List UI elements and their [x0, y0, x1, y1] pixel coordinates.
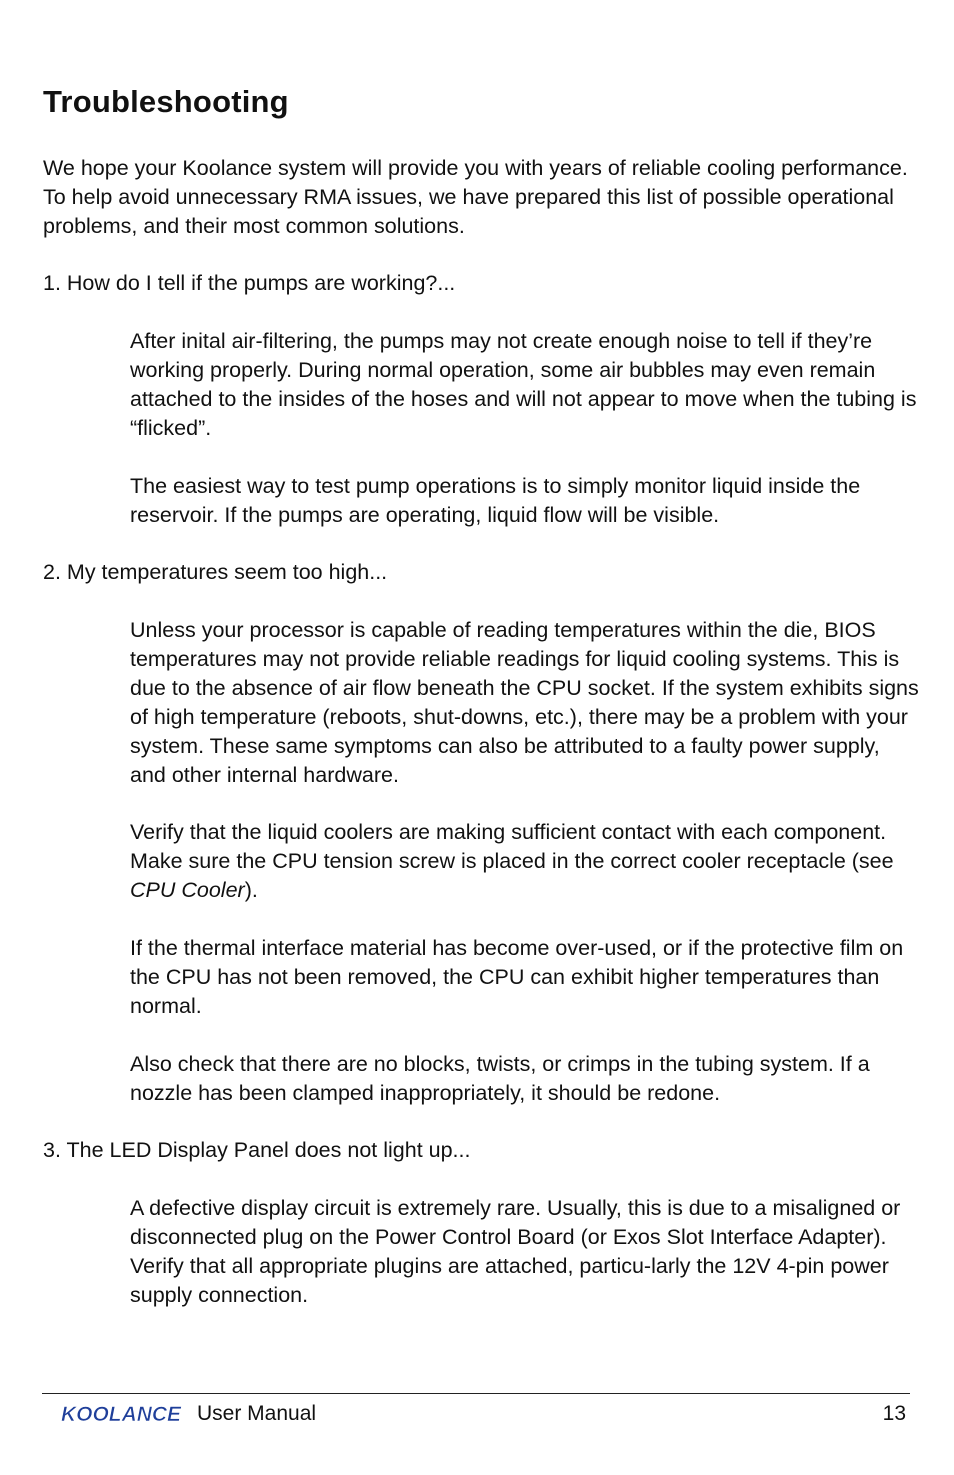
cpu-cooler-reference: CPU Cooler — [130, 878, 245, 902]
koolance-logo — [60, 1401, 184, 1427]
question-1: 1. How do I tell if the pumps are working?... — [43, 271, 456, 295]
page-number: 13 — [882, 1402, 906, 1425]
question-2: 2. My temperatures seem too high... — [43, 560, 388, 584]
answer-2-paragraph-1: Unless your processor is capable of reading temperatures within the die, BIOS temperatures may not provide reliable readings for liquid cooling systems. This is due to the absence of air flow beneath the CPU socket. If the system exhibits signs of high temperature (reboots, shut-downs, etc.), there may be a problem with your system. These same symptoms can also be attributed to a faulty power supply, and other internal hardware. — [130, 618, 919, 787]
answer-2-paragraph-2-tail: ). — [244, 878, 258, 902]
answer-1-paragraph-2: The easiest way to test pump operations is to simply monitor liquid inside the reservoir. If the pumps are operating, liquid flow will be visible. — [130, 474, 861, 527]
answer-2-paragraph-3: If the thermal interface material has become over-used, or if the protective film on the CPU has not been removed, the CPU can exhibit higher temperatures than normal. — [130, 936, 904, 1018]
answer-2-paragraph-4: Also check that there are no blocks, twists, or crimps in the tubing system. If a nozzle has been clamped inappropriately, it should be redone. — [130, 1052, 870, 1105]
koolance-logo-text: KOOLANCE — [61, 1403, 182, 1426]
page-title: Troubleshooting — [43, 84, 289, 119]
question-3: 3. The LED Display Panel does not light up... — [43, 1138, 471, 1162]
footer-divider — [42, 1393, 910, 1394]
answer-2-paragraph-2-text: Verify that the liquid coolers are making sufficient contact with each component. Make sure the CPU tension screw is placed in the correct cooler receptacle (see — [130, 820, 894, 873]
intro-paragraph: We hope your Koolance system will provide you with years of reliable cooling performance. To help avoid unnecessary RMA issues, we have prepared this list of possible operational problems, and their most common solutions. — [43, 156, 908, 238]
answer-2-paragraph-2 — [130, 818, 920, 905]
footer-manual-label: User Manual — [197, 1402, 317, 1425]
answer-1-paragraph-1: After inital air-filtering, the pumps may not create enough noise to tell if they’re working properly. During normal operation, some air bubbles may even remain attached to the insides of the hoses and will not appear to move when the tubing is “flicked”. — [130, 329, 917, 440]
answer-3-paragraph-1: A defective display circuit is extremely rare. Usually, this is due to a misaligned or disconnected plug on the Power Control Board (or Exos Slot Interface Adapter). Verify that all appropriate plugins are attached, particu-larly the 12V 4-pin power supply connection. — [130, 1196, 901, 1307]
